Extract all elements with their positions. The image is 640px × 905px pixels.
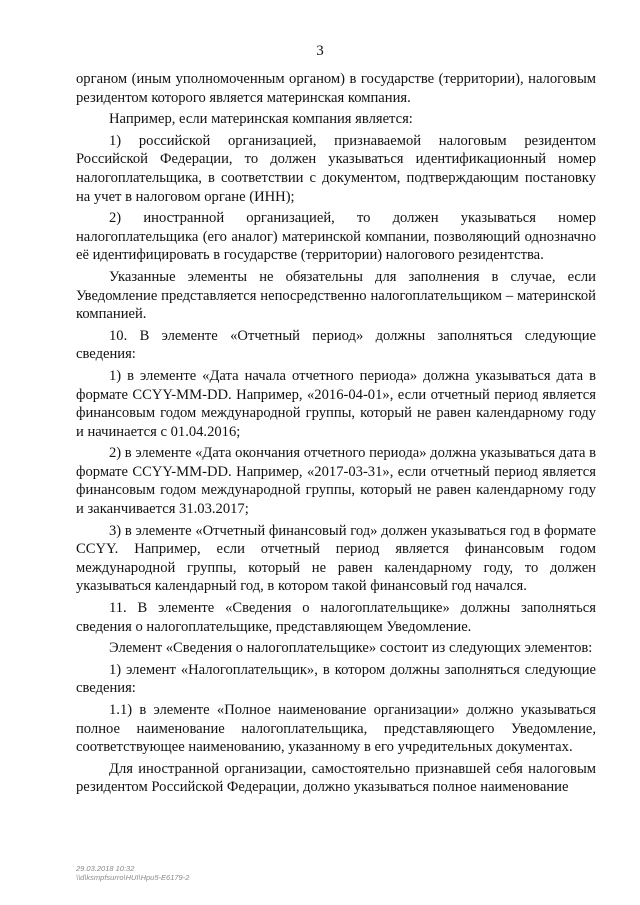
paragraph-taxpayer-element: 1) элемент «Налогоплательщик», в котором должны заполняться следующие сведения: [76, 661, 596, 697]
paragraph-foreign-org: Для иностранной организации, самостоятельно признавшей себя налоговым резидентом Российской Федерации, должно указываться полное наименование [76, 760, 596, 796]
paragraph-element-composition: Элемент «Сведения о налогоплательщике» состоит из следующих элементов: [109, 640, 593, 657]
paragraph-period-start: 1) в элементе «Дата начала отчетного периода» должна указываться дата в формате CCYY-MM-DD. Например, «2016-04-01», если отчетный период является финансовым годом международной группы, который не равен календарному году и начинается с 01.04.2016; [76, 367, 596, 440]
paragraph-period-end: 2) в элементе «Дата окончания отчетного периода» должна указываться дата в формате CCYY-MM-DD. Например, «2017-03-31», если отчетный период является финансовым годом международной группы, который не равен календарному году и заканчивается 31.03.2017; [76, 445, 596, 518]
paragraph-fiscal-year: 3) в элементе «Отчетный финансовый год» должен указываться год в формате CCYY. Например, если отчетный период является финансовым годом международной группы, который не равен календарному году, то должен указываться календарный год, в котором такой финансовый год начался. [76, 522, 596, 595]
page-number: 3 [316, 43, 324, 59]
file-footer [76, 864, 189, 882]
paragraph-section-10: 10. В элементе «Отчетный период» должны заполняться следующие сведения: [76, 327, 596, 363]
paragraph-full-name: 1.1) в элементе «Полное наименование организации» должно указываться полное наименование налогоплательщика, представляющего Уведомление, соответствующее наименованию, указанному в его учредительных документах. [76, 702, 596, 756]
footer-file-path: \\d\ksmpfsurro\HUI\Hpu5-E6179-2 [76, 873, 190, 882]
paragraph-example-intro: Например, если материнская компания является: [109, 111, 413, 128]
paragraph-continuation: органом (иным уполномоченным органом) в государстве (территории), налоговым резидентом которого является материнская компания. [76, 71, 596, 106]
paragraph-item-2-foreign-org: 2) иностранной организацией, то должен указываться номер налогоплательщика (его аналог) материнской компании, позволяющий однозначно её идентифицировать в государстве (территории) налогового резидентства. [76, 210, 596, 264]
paragraph-item-1-russian-org: 1) российской организацией, признаваемой налоговым резидентом Российской Федерации, то должен указываться идентификационный номер налогоплательщика, в соответствии с документом, подтверждающим постановку на учет в налоговом органе (ИНН); [76, 132, 596, 205]
document-body [76, 70, 596, 800]
footer-timestamp: 29.03.2018 10:32 [76, 864, 135, 873]
paragraph-optional-elements: Указанные элементы не обязательны для заполнения в случае, если Уведомление представляется непосредственно налогоплательщиком – материнской компанией. [76, 268, 596, 323]
paragraph-section-11: 11. В элементе «Сведения о налогоплательщике» должны заполняться сведения о налогоплательщике, представляющем Уведомление. [76, 600, 596, 635]
